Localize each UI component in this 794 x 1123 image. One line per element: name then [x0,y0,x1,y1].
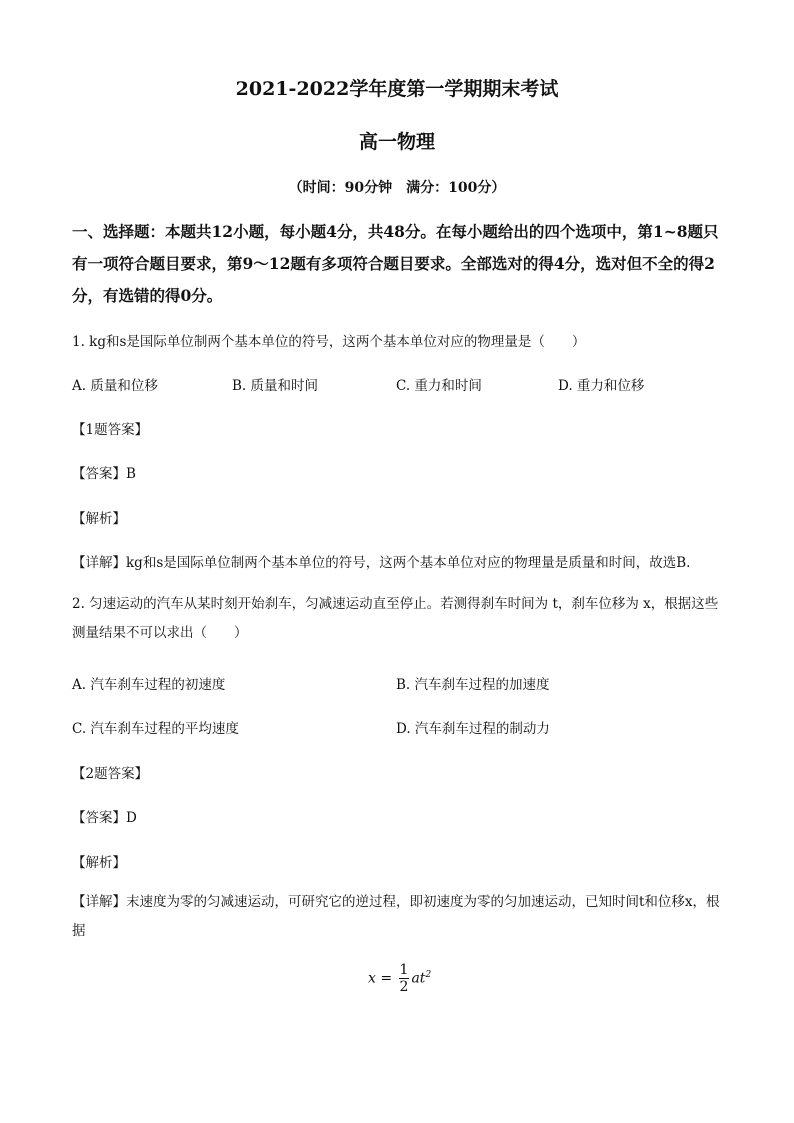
exam-title: 2021-2022学年度第一学期期末考试 [235,78,559,100]
question-2-answer-heading: 【2题答案】 [72,766,149,782]
formula-rhs: at [411,970,426,987]
formula-numerator: 1 [399,962,409,978]
subject-title: 高一物理 [358,131,435,153]
question-1-option-a: A. 质量和位移 [72,378,158,394]
question-1-answer-heading: 【1题答案】 [72,422,149,438]
question-1-option-b: B. 质量和时间 [232,378,319,394]
question-2-answer: 【答案】D [72,810,137,826]
question-2-option-b: B. 汽车刹车过程的加速度 [396,677,550,693]
question-2-option-a: A. 汽车刹车过程的初速度 [72,677,226,693]
question-2-option-c: C. 汽车刹车过程的平均速度 [72,721,239,737]
question-1-stem: 1. kg和s是国际单位制两个基本单位的符号，这两个基本单位对应的物理量是（ ） [72,334,586,350]
formula-lhs: x = [368,970,393,987]
kinematics-formula [368,962,431,995]
question-2-option-d: D. 汽车刹车过程的制动力 [396,721,550,737]
time-score-info: （时间：90分钟 满分：100分） [288,180,506,196]
question-1-option-d: D. 重力和位移 [558,378,645,394]
question-2-analysis-label: 【解析】 [72,855,126,871]
question-1-answer: 【答案】B [72,466,136,482]
question-1-analysis-label: 【解析】 [72,511,126,527]
question-1-option-c: C. 重力和时间 [396,378,482,394]
question-2-detail: 【详解】末速度为零的匀减速运动，可研究它的逆过程，即初速度为零的匀加速运动，已知时间t和位移x，根据 [72,894,720,939]
formula-denominator: 2 [399,979,409,995]
formula-exponent: 2 [425,969,432,980]
section-instructions: 一、选择题：本题共12小题，每小题4分，共48分。在每小题给出的四个选项中，第1~8题只有一项符合题目要求，第9～12题有多项符合题目要求。全部选对的得4分，选对但不全的得2分，有选错的得0分。 [72,222,719,305]
question-2-stem: 2. 匀速运动的汽车从某时刻开始刹车，匀减速运动直至停止。若测得刹车时间为 t，刹车位移为 x，根据这些测量结果不可以求出（ ） [72,596,719,641]
question-1-detail: 【详解】kg和s是国际单位制两个基本单位的符号，这两个基本单位对应的物理量是质量和时间，故选B. [72,555,691,571]
formula-fraction [399,962,410,995]
